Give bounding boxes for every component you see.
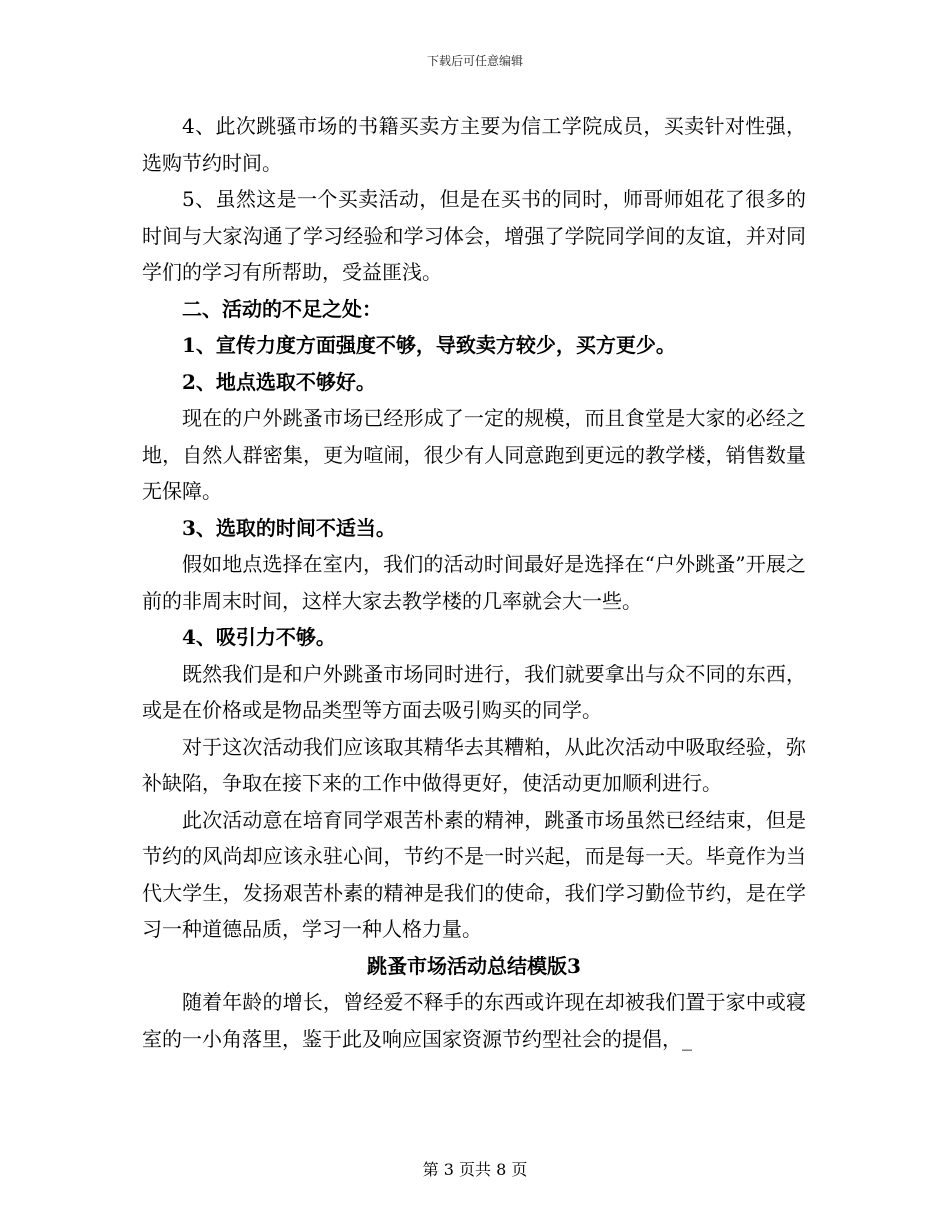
shortcoming-4: 4、吸引力不够。 (182, 625, 336, 649)
document-body (142, 108, 806, 1057)
shortcoming-1: 1、宣传力度方面强度不够，导致卖方较少，买方更少。 (182, 333, 676, 357)
page-footer: 第 3 页共 8 页 (422, 1160, 528, 1179)
paragraph-attraction: 既然我们是和户外跳蚤市场同时进行，我们就要拿出与众不同的东西，或是在价格或是物品类型等方面去吸引购买的同学。 (142, 661, 806, 722)
paragraph-conclusion: 此次活动意在培育同学艰苦朴素的精神，跳蚤市场虽然已经结束，但是节约的风尚却应该永驻心间，节约不是一时兴起，而是每一天。毕竟作为当代大学生，发扬艰苦朴素的精神是我们的使命，我们学习勤俭节约，是在学习一种道德品质，学习一种人格力量。 (142, 807, 806, 941)
shortcoming-3: 3、选取的时间不适当。 (182, 515, 396, 540)
section-heading-shortcomings: 二、活动的不足之处： (182, 296, 382, 321)
shortcoming-2: 2、地点选取不够好。 (182, 369, 376, 394)
paragraph-item-4: 4、此次跳骚市场的书籍买卖方主要为信工学院成员，买卖针对性强，选购节约时间。 (142, 114, 806, 175)
paragraph-item-5: 5、虽然这是一个买卖活动，但是在买书的同时，师哥师姐花了很多的时间与大家沟通了学习经验和学习体会，增强了学院同学间的友谊，并对同学们的学习有所帮助，受益匪浅。 (142, 187, 806, 284)
paragraph-lessons: 对于这次活动我们应该取其精华去其糟粕，从此次活动中吸取经验，弥补缺陷，争取在接下来的工作中做得更好，使活动更加顺利进行。 (142, 734, 806, 795)
paragraph-intro: 随着年龄的增长，曾经爱不释手的东西或许现在却被我们置于家中或寝室的一小角落里，鉴于此及响应国家资源节约型社会的提倡，_ (142, 990, 806, 1051)
section-title-template-3: 跳蚤市场活动总结模版3 (367, 953, 581, 978)
page-header: 下载后可任意编辑 (426, 54, 523, 68)
paragraph-timing: 假如地点选择在室内，我们的活动时间最好是选择在“户外跳蚤”开展之前的非周末时间，这样大家去教学楼的几率就会大一些。 (142, 552, 806, 613)
paragraph-location: 现在的户外跳蚤市场已经形成了一定的规模，而且食堂是大家的必经之地，自然人群密集，更为喧闹，很少有人同意跑到更远的教学楼，销售数量无保障。 (142, 406, 806, 503)
